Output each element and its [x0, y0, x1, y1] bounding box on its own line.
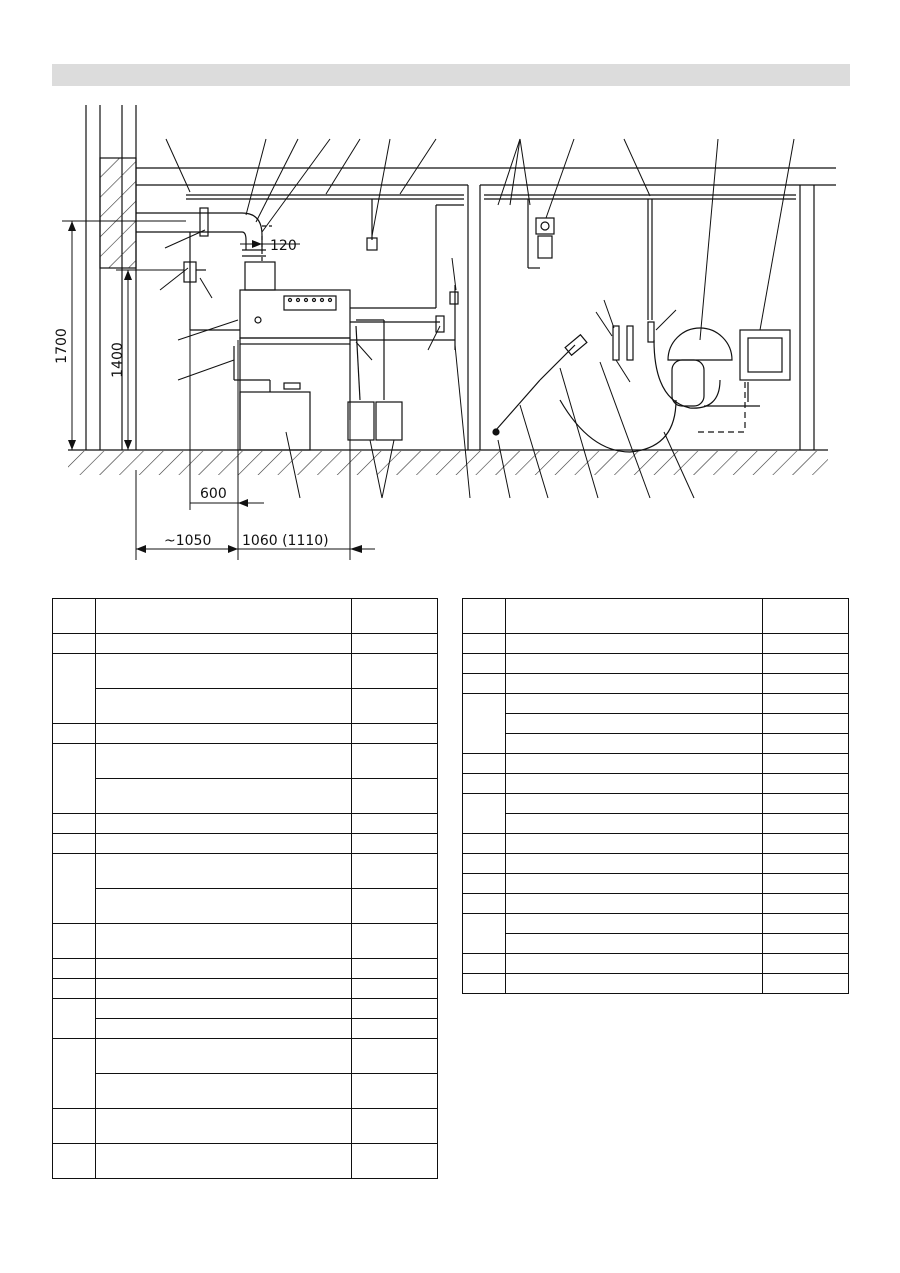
dim-1400: 1400 [110, 342, 126, 378]
dim-1050: ~1050 [164, 533, 212, 549]
installation-diagram [0, 0, 900, 580]
ground-hatch [68, 451, 828, 475]
parts-table-left [52, 598, 438, 1179]
dim-600: 600 [200, 486, 227, 502]
dim-1060: 1060 (1110) [242, 533, 329, 549]
parts-table-right [462, 598, 849, 994]
dim-120: 120 [270, 238, 297, 254]
dim-1700: 1700 [54, 328, 70, 364]
